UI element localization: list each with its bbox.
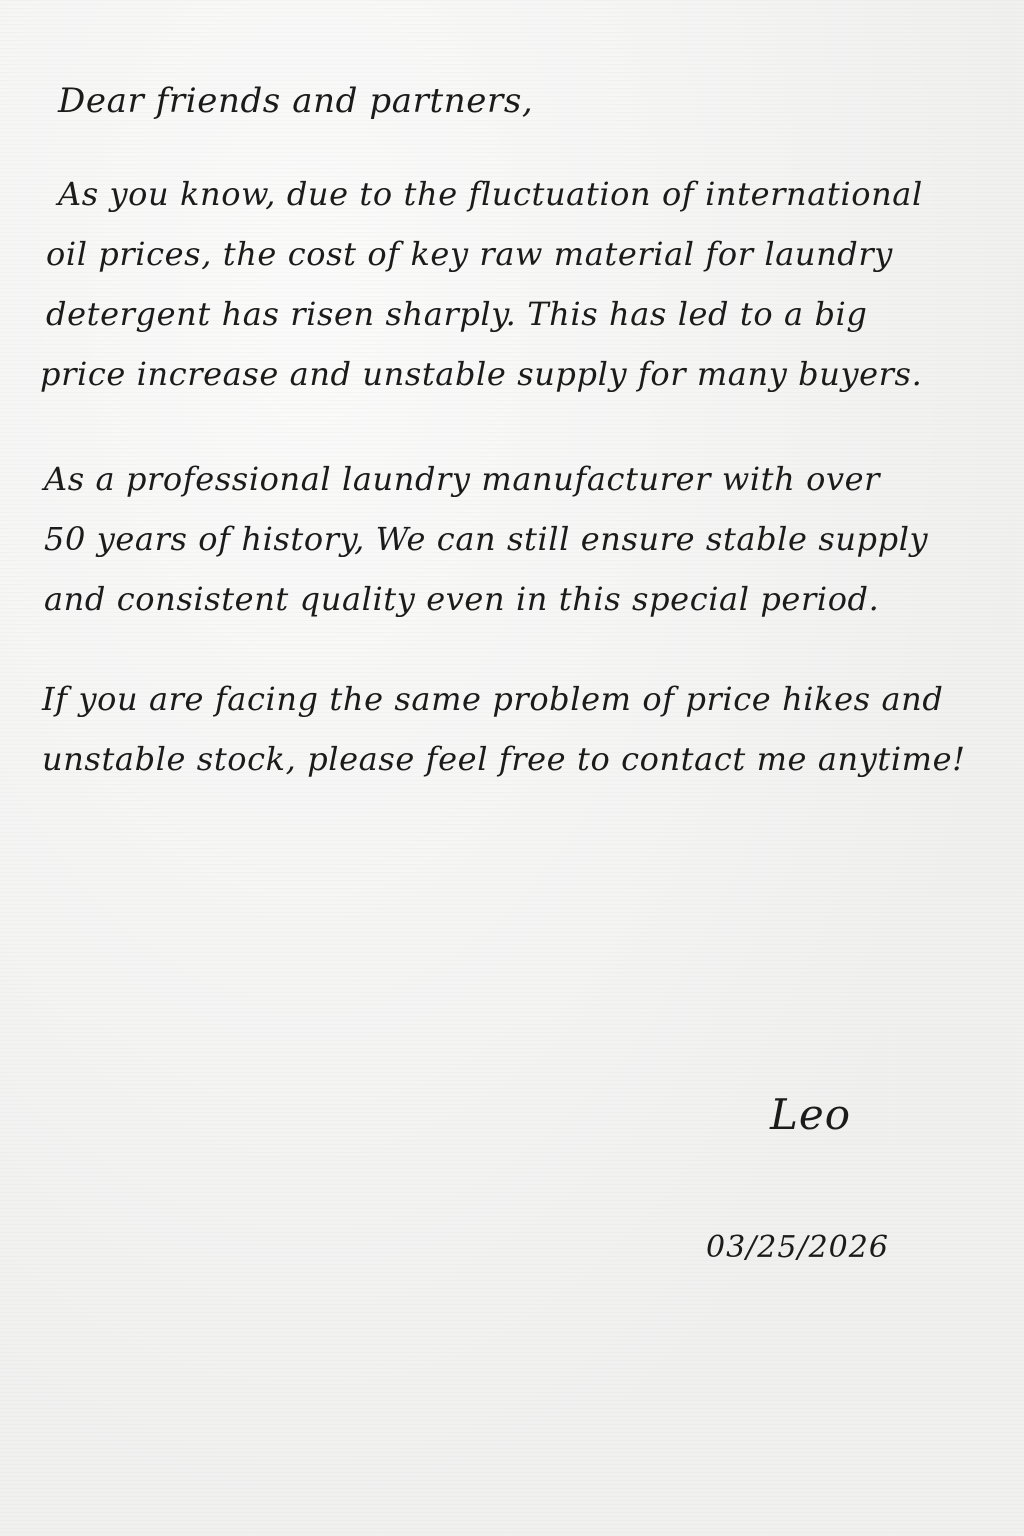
paragraph-3-line-2: unstable stock, please feel free to contact me anytime!: [42, 740, 966, 778]
letter-greeting: Dear friends and partners,: [58, 81, 534, 121]
paragraph-2-line-1: As a professional laundry manufacturer with over: [44, 460, 881, 498]
paragraph-2-line-2: 50 years of history, We can still ensure stable supply: [44, 520, 929, 558]
paragraph-1-line-3: detergent has risen sharply. This has led to a big: [46, 295, 868, 333]
paragraph-1-line-1: As you know, due to the fluctuation of international: [58, 175, 923, 213]
signature: Leo: [770, 1090, 852, 1139]
paragraph-1-line-4: price increase and unstable supply for many buyers.: [40, 355, 923, 393]
paragraph-3-line-1: If you are facing the same problem of price hikes and: [42, 680, 944, 718]
paragraph-2-line-3: and consistent quality even in this special period.: [44, 580, 880, 618]
paragraph-1-line-2: oil prices, the cost of key raw material for laundry: [46, 235, 893, 273]
letter-date: 03/25/2026: [706, 1230, 889, 1265]
